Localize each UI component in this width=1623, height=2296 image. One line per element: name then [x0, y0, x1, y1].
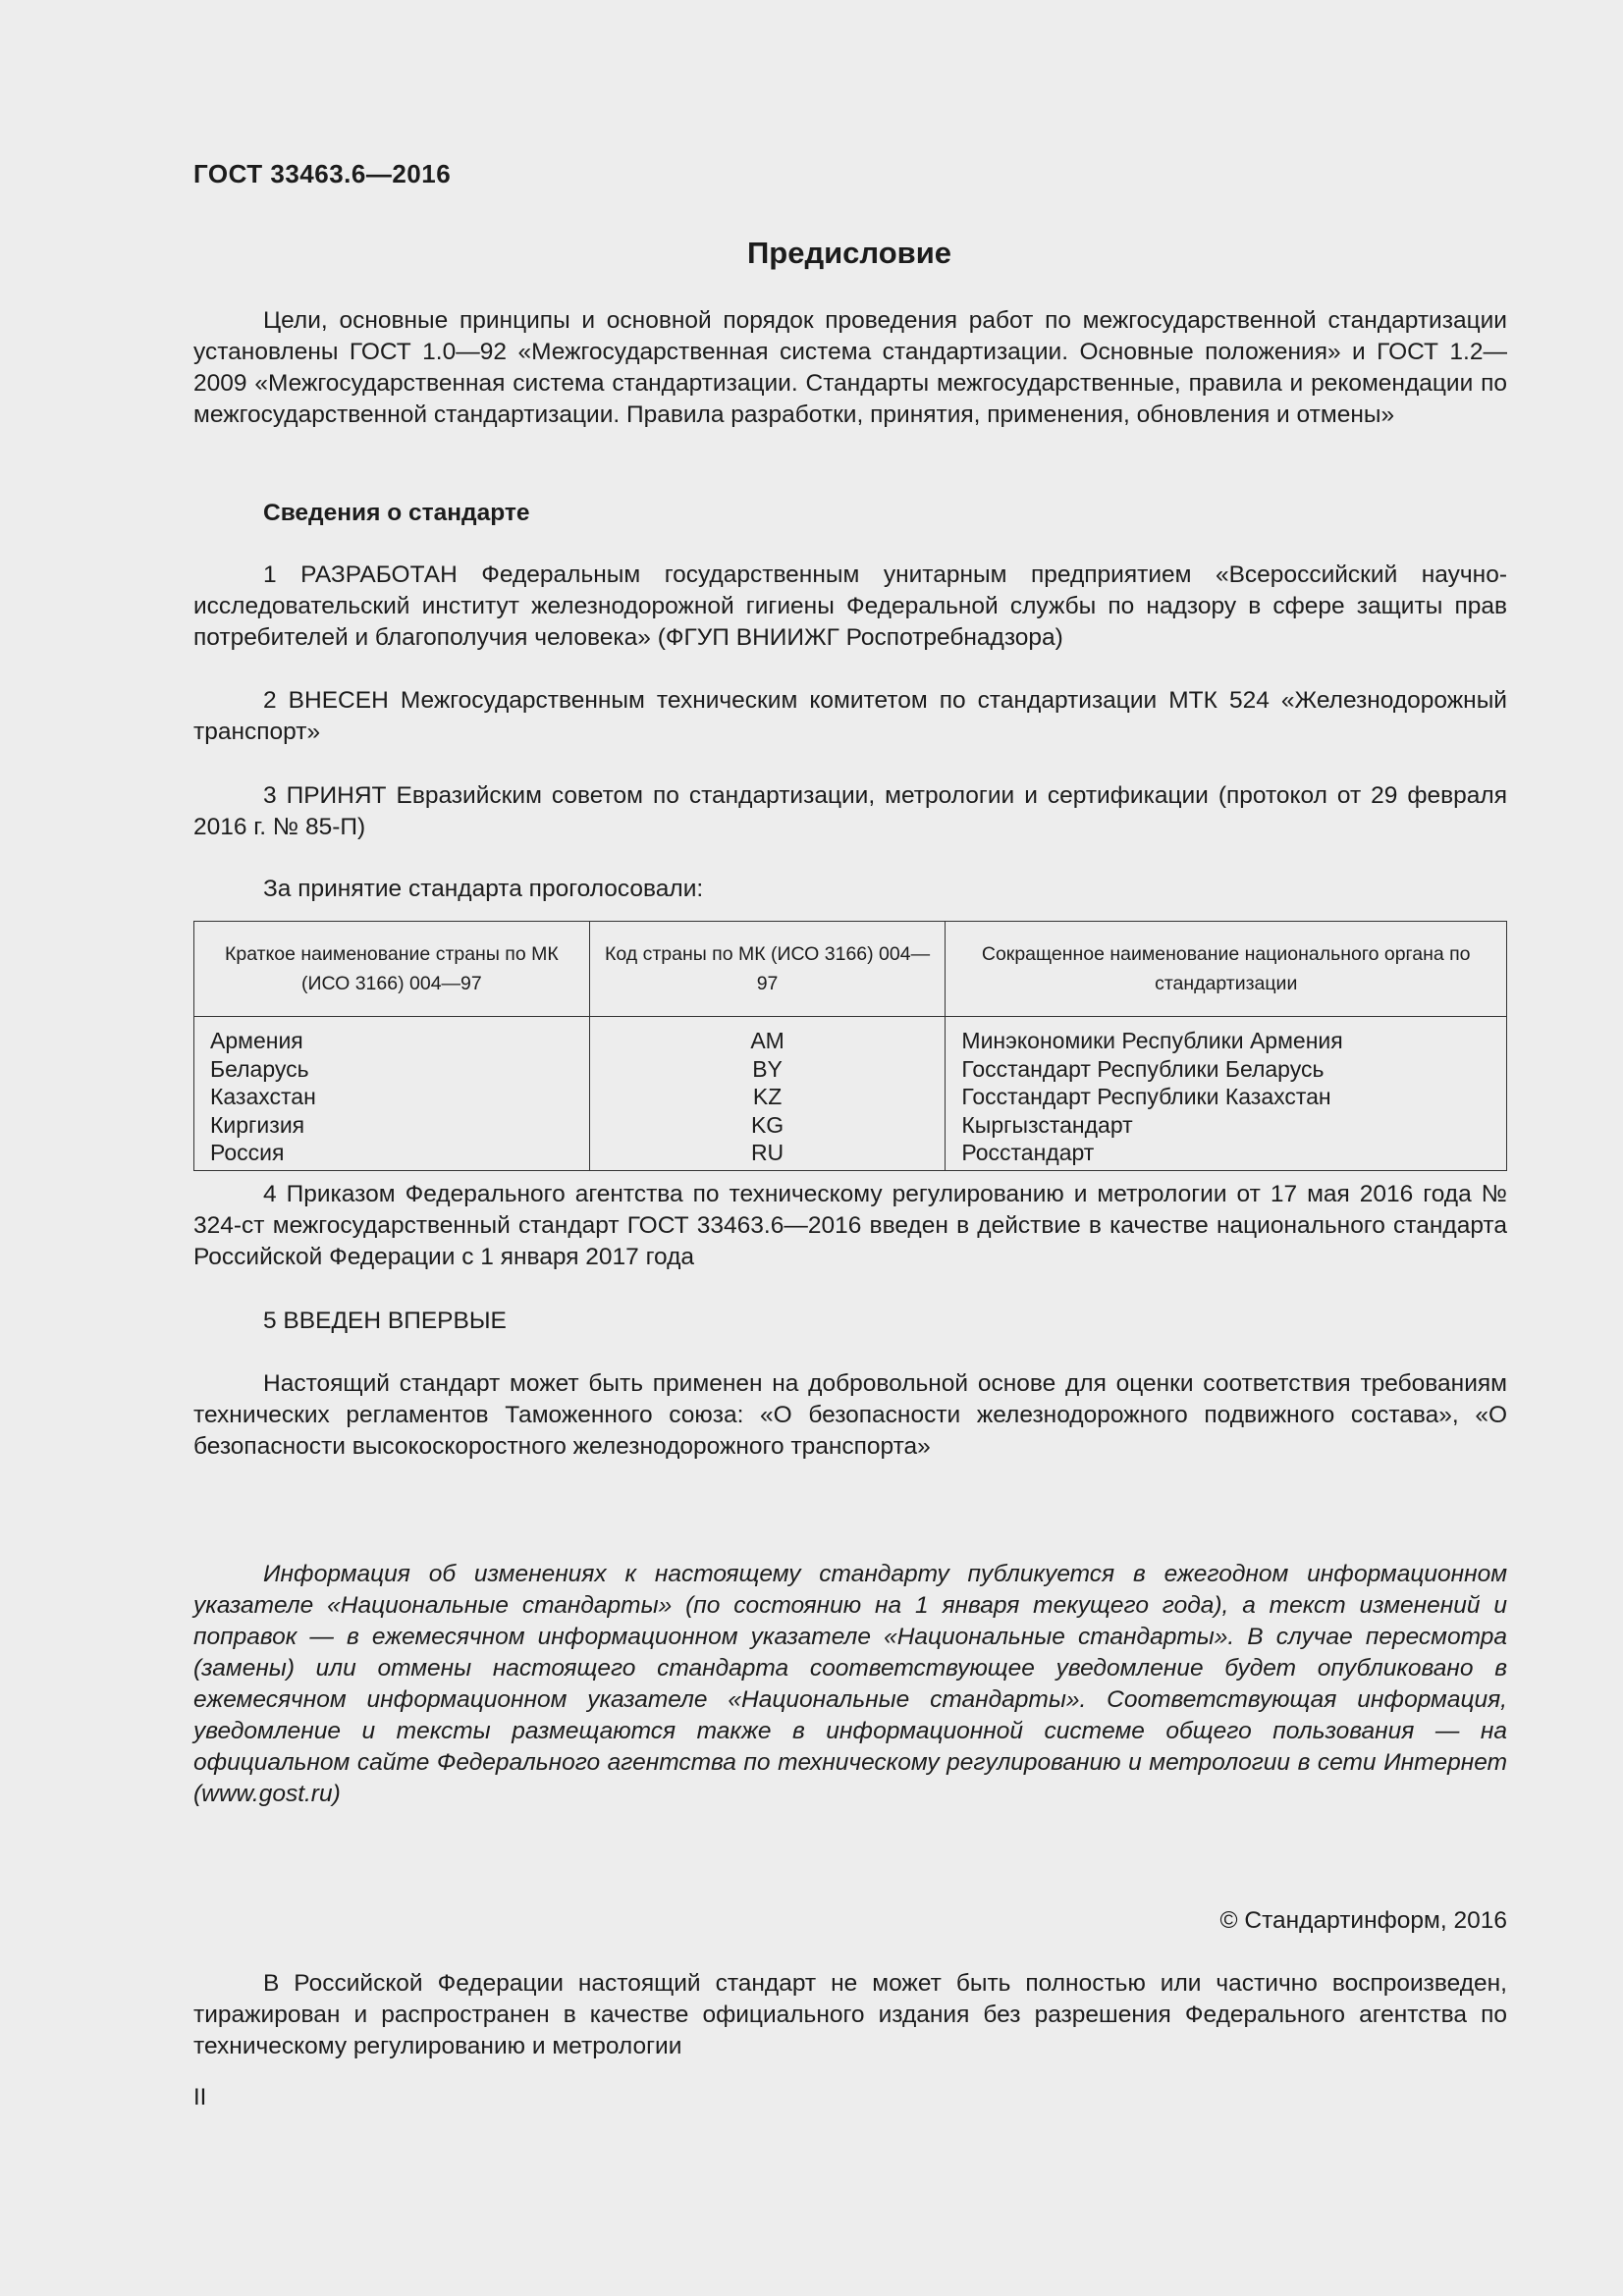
code-cell: KZ — [589, 1083, 946, 1111]
code-cell: KG — [589, 1111, 946, 1140]
section-heading: Сведения о стандарте — [263, 500, 530, 526]
body-cell: Росстандарт — [946, 1139, 1507, 1171]
table-header-row — [194, 922, 1507, 1017]
table-row — [194, 1139, 1507, 1171]
item-4-enacted: 4 Приказом Федерального агентства по техническому регулированию и метрологии от 17 мая 2016 года № 324-ст межгосударственный стандарт ГОСТ 33463.6—2016 введен в действие в качестве национального стандарта Российской Федерации с 1 января 2017 года — [193, 1181, 1507, 1270]
voting-countries-table — [193, 921, 1507, 1171]
code-cell: RU — [589, 1139, 946, 1171]
table-spacer — [194, 1017, 1507, 1028]
table-row — [194, 1083, 1507, 1111]
country-cell: Казахстан — [194, 1083, 590, 1111]
table-row — [194, 1111, 1507, 1140]
vote-intro: За принятие стандарта проголосовали: — [263, 876, 704, 902]
table-row — [194, 1027, 1507, 1055]
copyright-line: © Стандартинформ, 2016 — [1219, 1907, 1507, 1934]
item-2-submitted: 2 ВНЕСЕН Межгосударственным техническим комитетом по стандартизации МТК 524 «Железнодорожный транспорт» — [193, 687, 1507, 745]
body-cell: Кыргызстандарт — [946, 1111, 1507, 1140]
country-cell: Россия — [194, 1139, 590, 1171]
rights-paragraph: В Российской Федерации настоящий стандарт не может быть полностью или частично воспроизведен, тиражирован и распространен в качестве официального издания без разрешения Федерального агентства по техническому регулированию и метрологии — [193, 1970, 1507, 2059]
changes-info-paragraph: Информация об изменениях к настоящему стандарту публикуется в ежегодном информационном указателе «Национальные стандарты» (по состоянию на 1 января текущего года), а текст изменений и поправок — в ежемесячном информационном указателе «Национальные стандарты». В случае пересмотра (замены) или отмены настоящего стандарта соответствующее уведомление будет опубликовано в ежемесячном информационном указателе «Национальные стандарты». Соответствующая информация, уведомление и тексты размещаются также в информационной системе общего пользования — на официальном сайте Федерального агентства по техническому регулированию и метрологии в сети Интернет (www.gost.ru) — [193, 1561, 1507, 1807]
item-3-adopted: 3 ПРИНЯТ Евразийским советом по стандартизации, метрологии и сертификации (протокол от 29 февраля 2016 г. № 85-П) — [193, 782, 1507, 840]
country-cell: Беларусь — [194, 1055, 590, 1084]
header-code: Код страны по МК (ИСО 3166) 004—97 — [589, 922, 946, 1017]
header-body: Сокращенное наименование национального органа по стандартизации — [946, 922, 1507, 1017]
body-cell: Минэкономики Республики Армения — [946, 1027, 1507, 1055]
item-1-developed: 1 РАЗРАБОТАН Федеральным государственным унитарным предприятием «Всероссийский научно-исследовательский институт железнодорожной гигиены Федеральной службы по надзору в сфере защиты прав потребителей и благополучия человека» (ФГУП ВНИИЖГ Роспотребнадзора) — [193, 561, 1507, 651]
code-cell: BY — [589, 1055, 946, 1084]
body-cell: Госстандарт Республики Казахстан — [946, 1083, 1507, 1111]
document-code-header: ГОСТ 33463.6—2016 — [193, 159, 452, 188]
page-number: II — [193, 2084, 207, 2110]
country-cell: Киргизия — [194, 1111, 590, 1140]
country-cell: Армения — [194, 1027, 590, 1055]
page-title: Предисловие — [746, 236, 951, 270]
intro-paragraph: Цели, основные принципы и основной порядок проведения работ по межгосударственной стандартизации установлены ГОСТ 1.0—92 «Межгосударственная система стандартизации. Основные положения» и ГОСТ 1.2—2009 «Межгосударственная система стандартизации. Стандарты межгосударственные, правила и рекомендации по межгосударственной стандартизации. Правила разработки, принятия, применения, обновления и отмены» — [193, 307, 1507, 428]
table-row — [194, 1055, 1507, 1084]
body-cell: Госстандарт Республики Беларусь — [946, 1055, 1507, 1084]
header-country: Краткое наименование страны по МК (ИСО 3166) 004—97 — [194, 922, 590, 1017]
code-cell: AM — [589, 1027, 946, 1055]
voluntary-application-paragraph: Настоящий стандарт может быть применен на добровольной основе для оценки соответствия требованиям технических регламентов Таможенного союза: «О безопасности железнодорожного подвижного состава», «О безопасности высокоскоростного железнодорожного транспорта» — [193, 1370, 1507, 1460]
item-5-first-introduced: 5 ВВЕДЕН ВПЕРВЫЕ — [263, 1308, 507, 1334]
